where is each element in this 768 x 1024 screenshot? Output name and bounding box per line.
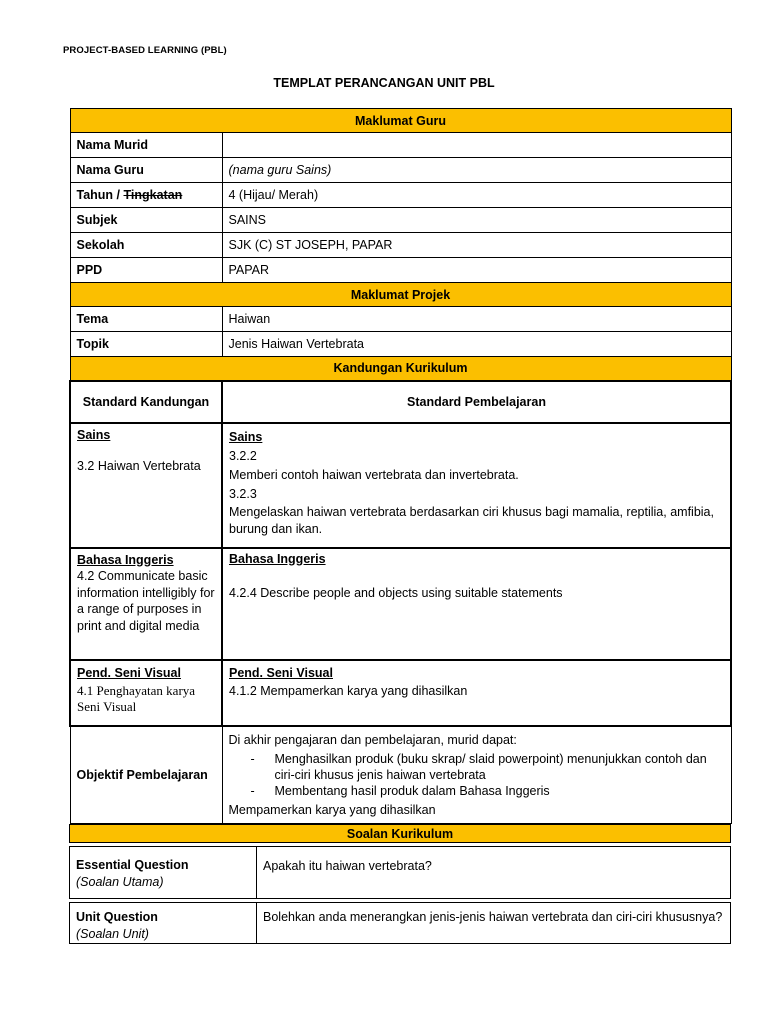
value-tahun: 4 (Hijau/ Merah)	[222, 183, 731, 208]
essential-question-sub: (Soalan Utama)	[76, 875, 164, 889]
psv-sk-text: 4.1 Penghayatan karya Seni Visual	[77, 682, 196, 714]
psv-sk-cell	[70, 660, 222, 726]
sains-sp-line: Memberi contoh haiwan vertebrata dan invertebrata.	[229, 467, 519, 482]
maklumat-guru-heading: Maklumat Guru	[70, 109, 731, 133]
unit-question-label: Unit Question	[76, 910, 158, 924]
bi-sk-cell	[70, 548, 222, 660]
value-tema: Haiwan	[222, 307, 731, 332]
value-subjek: SAINS	[222, 208, 731, 233]
bi-sp-title: Bahasa Inggeris	[229, 551, 326, 566]
bi-sk-title: Bahasa Inggeris	[77, 552, 174, 567]
essential-label-cell	[70, 847, 257, 899]
soalan-table	[69, 824, 731, 944]
value-nama-guru: (nama guru Sains)	[222, 158, 731, 183]
kandungan-kurikulum-heading: Kandungan Kurikulum	[70, 357, 731, 381]
value-nama-murid	[222, 133, 731, 158]
col-standard-kandungan: Standard Kandungan	[70, 381, 222, 423]
unit-question-value: Bolehkan anda menerangkan jenis-jenis haiwan vertebrata dan ciri-ciri khususnya?	[257, 903, 731, 944]
psv-sp-cell	[222, 660, 731, 726]
psv-sk-title: Pend. Seni Visual	[77, 665, 181, 680]
label-topik: Topik	[70, 332, 222, 357]
document-top-label: PROJECT-BASED LEARNING (PBL)	[63, 45, 227, 56]
psv-sp-title: Pend. Seni Visual	[229, 665, 333, 680]
sains-sp-line: 3.2.2	[229, 448, 257, 463]
label-nama-murid: Nama Murid	[70, 133, 222, 158]
sains-sk-text: 3.2 Haiwan Vertebrata	[77, 458, 201, 473]
soalan-kurikulum-heading: Soalan Kurikulum	[70, 825, 731, 843]
unit-question-sub: (Soalan Unit)	[76, 927, 149, 941]
sains-sp-line: Mengelaskan haiwan vertebrata berdasarkan ciri khusus bagi mamalia, reptilia, amfibia, burung dan ikan.	[229, 504, 714, 536]
objektif-cell	[222, 726, 731, 824]
unit-template-table	[69, 108, 732, 824]
objektif-item: - Menghasilkan produk (buku skrap/ slaid powerpoint) menunjukkan contoh dan ciri-ciri khusus jenis haiwan vertebrata	[229, 751, 725, 783]
objektif-item: - Membentang hasil produk dalam Bahasa Inggeris	[229, 783, 725, 799]
label-tema: Tema	[70, 307, 222, 332]
objektif-label: Objektif Pembelajaran	[70, 726, 222, 824]
label-tingkatan-struck: Tingkatan	[123, 188, 183, 202]
sains-sk-title: Sains	[77, 427, 111, 442]
bi-sp-text: 4.2.4 Describe people and objects using suitable statements	[229, 585, 563, 600]
maklumat-projek-heading: Maklumat Projek	[70, 283, 731, 307]
value-topik: Jenis Haiwan Vertebrata	[222, 332, 731, 357]
sains-sk-cell	[70, 423, 222, 548]
bi-sp-cell	[222, 548, 731, 660]
objektif-outro: Mempamerkan karya yang dihasilkan	[228, 802, 436, 817]
value-sekolah: SJK (C) ST JOSEPH, PAPAR	[222, 233, 731, 258]
label-tahun: Tahun /	[76, 188, 124, 202]
label-sekolah: Sekolah	[70, 233, 222, 258]
value-ppd: PAPAR	[222, 258, 731, 283]
document-title: TEMPLAT PERANCANGAN UNIT PBL	[273, 76, 495, 90]
sains-sp-cell	[222, 423, 731, 548]
label-ppd: PPD	[70, 258, 222, 283]
sains-sp-title: Sains	[229, 429, 263, 444]
sains-sp-line: 3.2.3	[229, 486, 257, 501]
essential-question-label: Essential Question	[76, 858, 189, 872]
objektif-intro: Di akhir pengajaran dan pembelajaran, murid dapat:	[228, 732, 517, 747]
label-nama-guru: Nama Guru	[70, 158, 222, 183]
label-tahun-tingkatan	[70, 183, 222, 208]
label-subjek: Subjek	[70, 208, 222, 233]
essential-question-value: Apakah itu haiwan vertebrata?	[257, 847, 731, 899]
col-standard-pembelajaran: Standard Pembelajaran	[222, 381, 731, 423]
bi-sk-text: 4.2 Communicate basic information intelligibly for a range of purposes in print and digital media	[77, 569, 215, 633]
unit-label-cell	[70, 903, 257, 944]
psv-sp-text: 4.1.2 Mempamerkan karya yang dihasilkan	[229, 683, 468, 698]
